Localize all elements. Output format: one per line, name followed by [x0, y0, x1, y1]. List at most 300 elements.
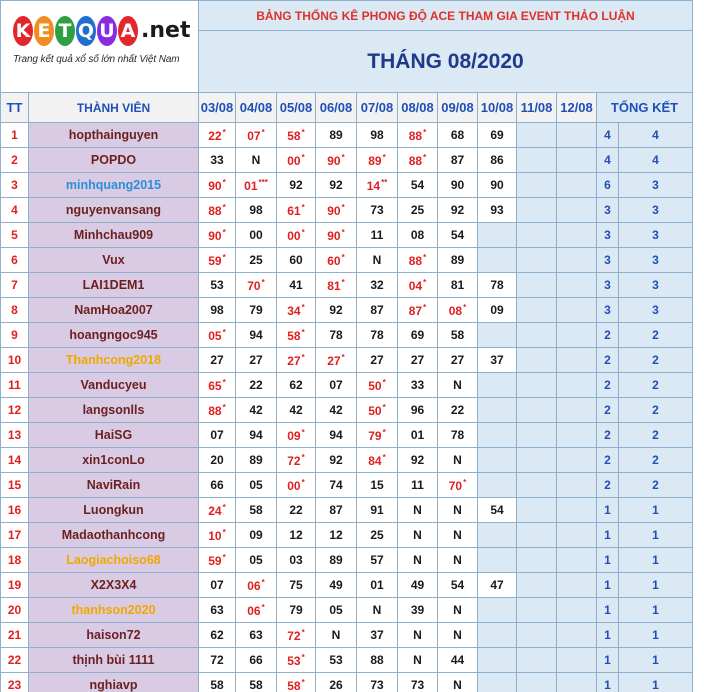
- hit-star-marker: *: [222, 402, 226, 412]
- result-number: 58: [249, 503, 263, 517]
- day-result-cell: [357, 373, 398, 398]
- day-result-cell: [438, 598, 478, 623]
- member-name[interactable]: thịnh bùi 1111: [29, 648, 199, 673]
- hit-star-marker: *: [382, 427, 386, 437]
- hit-star-marker: *: [301, 652, 305, 662]
- day-result-cell: [357, 323, 398, 348]
- total-days: 1: [619, 573, 693, 598]
- day-result-cell: [316, 598, 357, 623]
- member-name[interactable]: Thanhcong2018: [29, 348, 199, 373]
- total-days: 1: [619, 648, 693, 673]
- day-result-cell: [316, 198, 357, 223]
- member-name[interactable]: hoangngoc945: [29, 323, 199, 348]
- result-number: 92: [329, 178, 343, 192]
- day-result-cell: [438, 273, 478, 298]
- day-result-cell: [398, 173, 438, 198]
- row-index: 5: [1, 223, 29, 248]
- result-number: 27: [327, 353, 341, 368]
- day-result-cell: [438, 448, 478, 473]
- row-index: 8: [1, 298, 29, 323]
- member-name[interactable]: Luongkun: [29, 498, 199, 523]
- total-days: 3: [619, 298, 693, 323]
- result-number: 50: [368, 378, 382, 393]
- month-title: THÁNG 08/2020: [199, 31, 693, 93]
- day-result-cell: [316, 248, 357, 273]
- result-number: 79: [289, 603, 303, 617]
- total-hits: 2: [597, 473, 619, 498]
- total-hits: 2: [597, 448, 619, 473]
- result-number: 81: [450, 278, 465, 292]
- day-result-cell: [438, 323, 478, 348]
- row-index: 19: [1, 573, 29, 598]
- total-hits: 1: [597, 498, 619, 523]
- day-result-cell: [517, 223, 557, 248]
- day-result-cell: [517, 373, 557, 398]
- result-number: N: [413, 653, 422, 667]
- hit-star-marker: *: [222, 502, 226, 512]
- logo-wordmark: [13, 16, 190, 46]
- member-name[interactable]: X2X3X4: [29, 573, 199, 598]
- day-result-cell: [438, 198, 478, 223]
- day-result-cell: [517, 248, 557, 273]
- day-result-cell: [438, 548, 478, 573]
- day-result-cell: [277, 673, 316, 692]
- result-number: 88: [370, 653, 384, 667]
- day-result-cell: [517, 498, 557, 523]
- day-result-cell: [438, 423, 478, 448]
- total-days: 3: [619, 273, 693, 298]
- day-result-cell: [236, 123, 277, 148]
- day-result-cell: [316, 273, 357, 298]
- result-number: 05: [249, 553, 263, 567]
- result-number: 66: [210, 478, 224, 492]
- ketqua-logo[interactable]: [1, 2, 197, 92]
- result-number: 87: [370, 303, 384, 317]
- day-result-cell: [357, 523, 398, 548]
- result-number: 24: [208, 503, 222, 518]
- col-header-date: 03/08: [199, 93, 236, 123]
- total-hits: 2: [597, 348, 619, 373]
- day-result-cell: [478, 548, 517, 573]
- hit-star-marker: *: [301, 127, 305, 137]
- day-result-cell: [357, 648, 398, 673]
- total-hits: 4: [597, 148, 619, 173]
- result-number: 92: [410, 453, 425, 467]
- col-header-stt: TT: [1, 93, 29, 123]
- day-result-cell: [478, 148, 517, 173]
- table-row: [1, 273, 693, 298]
- day-result-cell: [236, 498, 277, 523]
- table-row: [1, 398, 693, 423]
- table-row: [1, 298, 693, 323]
- result-number: 68: [450, 128, 465, 142]
- row-index: 17: [1, 523, 29, 548]
- total-days: 1: [619, 673, 693, 692]
- result-number: 89: [450, 253, 465, 267]
- total-days: 2: [619, 348, 693, 373]
- result-number: 11: [411, 478, 424, 492]
- table-row: [1, 598, 693, 623]
- day-result-cell: [517, 298, 557, 323]
- row-index: 23: [1, 673, 29, 692]
- day-result-cell: [199, 298, 236, 323]
- day-result-cell: [357, 598, 398, 623]
- day-result-cell: [398, 673, 438, 692]
- day-result-cell: [236, 423, 277, 448]
- day-result-cell: [236, 598, 277, 623]
- result-number: 58: [450, 328, 465, 342]
- day-result-cell: [277, 298, 316, 323]
- day-result-cell: [277, 323, 316, 348]
- total-days: 2: [619, 398, 693, 423]
- day-result-cell: [438, 248, 478, 273]
- hit-star-marker: *: [341, 202, 345, 212]
- day-result-cell: [478, 398, 517, 423]
- member-name[interactable]: langsonlls: [29, 398, 199, 423]
- row-index: 18: [1, 548, 29, 573]
- hit-star-marker: *: [423, 127, 427, 137]
- result-number: 90: [450, 178, 465, 192]
- result-number: 78: [370, 328, 384, 342]
- result-number: 88: [208, 203, 222, 218]
- day-result-cell: [557, 173, 597, 198]
- result-number: 73: [370, 678, 384, 692]
- day-result-cell: [438, 573, 478, 598]
- hit-star-marker: *: [222, 327, 226, 337]
- result-number: 92: [329, 303, 343, 317]
- member-name[interactable]: POPDO: [29, 148, 199, 173]
- day-result-cell: [557, 198, 597, 223]
- member-name[interactable]: Madaothanhcong: [29, 523, 199, 548]
- result-number: 60: [327, 253, 341, 268]
- row-index: 13: [1, 423, 29, 448]
- total-days: 1: [619, 623, 693, 648]
- day-result-cell: [517, 598, 557, 623]
- result-number: N: [453, 553, 462, 567]
- day-result-cell: [316, 448, 357, 473]
- result-number: 94: [249, 328, 263, 342]
- day-result-cell: [316, 623, 357, 648]
- result-number: 78: [490, 278, 504, 292]
- day-result-cell: [398, 148, 438, 173]
- result-number: 63: [210, 603, 224, 617]
- member-name[interactable]: Laogiachoiso68: [29, 548, 199, 573]
- result-number: 73: [410, 678, 425, 692]
- result-number: 53: [210, 278, 224, 292]
- result-number: 22: [208, 128, 222, 143]
- day-result-cell: [236, 323, 277, 348]
- day-result-cell: [478, 573, 517, 598]
- day-result-cell: [316, 398, 357, 423]
- member-name[interactable]: LAI1DEM1: [29, 273, 199, 298]
- result-number: 00: [287, 228, 301, 243]
- result-number: 07: [210, 578, 224, 592]
- result-number: 73: [370, 203, 384, 217]
- day-result-cell: [199, 323, 236, 348]
- hit-star-marker: *: [261, 127, 265, 137]
- day-result-cell: [316, 473, 357, 498]
- result-number: 92: [329, 453, 343, 467]
- result-number: N: [453, 378, 462, 392]
- table-row: [1, 448, 693, 473]
- hit-star-marker: *: [301, 352, 305, 362]
- day-result-cell: [357, 498, 398, 523]
- day-result-cell: [236, 448, 277, 473]
- day-result-cell: [316, 498, 357, 523]
- day-result-cell: [199, 573, 236, 598]
- day-result-cell: [438, 398, 478, 423]
- result-number: 90: [327, 228, 341, 243]
- member-name[interactable]: NaviRain: [29, 473, 199, 498]
- result-number: 86: [490, 153, 504, 167]
- day-result-cell: [236, 273, 277, 298]
- result-number: 98: [210, 303, 224, 317]
- day-result-cell: [199, 598, 236, 623]
- result-number: 62: [210, 628, 224, 642]
- col-header-date: 12/08: [557, 93, 597, 123]
- result-number: 47: [490, 578, 504, 592]
- result-number: 84: [368, 453, 382, 468]
- row-index: 7: [1, 273, 29, 298]
- day-result-cell: [478, 248, 517, 273]
- result-number: 10: [208, 528, 222, 543]
- day-result-cell: [277, 598, 316, 623]
- day-result-cell: [277, 273, 316, 298]
- result-number: 88: [408, 253, 423, 268]
- member-name[interactable]: nghiavp: [29, 673, 199, 692]
- member-name[interactable]: xin1conLo: [29, 448, 199, 473]
- day-result-cell: [438, 123, 478, 148]
- hit-star-marker: *: [301, 302, 305, 312]
- result-number: 01: [370, 578, 384, 592]
- total-hits: 3: [597, 198, 619, 223]
- day-result-cell: [357, 448, 398, 473]
- col-header-date: 06/08: [316, 93, 357, 123]
- table-row: [1, 198, 693, 223]
- result-number: N: [331, 628, 341, 642]
- result-number: 25: [370, 528, 384, 542]
- day-result-cell: [517, 473, 557, 498]
- result-number: 08: [448, 303, 463, 318]
- day-result-cell: [199, 273, 236, 298]
- result-number: 94: [329, 428, 343, 442]
- result-number: 12: [329, 528, 343, 542]
- day-result-cell: [517, 523, 557, 548]
- result-number: 12: [289, 528, 303, 542]
- day-result-cell: [199, 423, 236, 448]
- result-number: 88: [208, 403, 222, 418]
- result-number: 04: [408, 278, 423, 293]
- logo-letter: K: [13, 16, 33, 46]
- total-days: 4: [619, 123, 693, 148]
- day-result-cell: [357, 198, 398, 223]
- day-result-cell: [557, 223, 597, 248]
- day-result-cell: [277, 498, 316, 523]
- day-result-cell: [236, 573, 277, 598]
- day-result-cell: [557, 123, 597, 148]
- result-number: 34: [287, 303, 301, 318]
- row-index: 4: [1, 198, 29, 223]
- result-number: 01: [244, 178, 258, 193]
- member-name[interactable]: Vanducyeu: [29, 373, 199, 398]
- col-header-date: 10/08: [478, 93, 517, 123]
- result-number: 72: [287, 628, 301, 643]
- day-result-cell: [557, 348, 597, 373]
- day-result-cell: [236, 673, 277, 692]
- total-hits: 2: [597, 423, 619, 448]
- member-name[interactable]: thanhson2020: [29, 598, 199, 623]
- row-index: 22: [1, 648, 29, 673]
- result-number: 94: [249, 428, 263, 442]
- day-result-cell: [398, 323, 438, 348]
- table-row: [1, 573, 693, 598]
- result-number: 50: [368, 403, 382, 418]
- result-number: 90: [327, 203, 341, 218]
- result-number: 58: [287, 128, 301, 143]
- day-result-cell: [199, 498, 236, 523]
- day-result-cell: [357, 348, 398, 373]
- day-result-cell: [398, 423, 438, 448]
- hit-star-marker: *: [301, 227, 305, 237]
- day-result-cell: [236, 348, 277, 373]
- result-number: 65: [208, 378, 222, 393]
- result-number: 22: [249, 378, 263, 392]
- day-result-cell: [398, 498, 438, 523]
- member-name[interactable]: Minhchau909: [29, 223, 199, 248]
- result-number: 90: [208, 178, 222, 193]
- result-number: 05: [249, 478, 263, 492]
- total-days: 1: [619, 548, 693, 573]
- day-result-cell: [517, 173, 557, 198]
- day-result-cell: [236, 398, 277, 423]
- day-result-cell: [316, 523, 357, 548]
- total-days: 1: [619, 523, 693, 548]
- day-result-cell: [517, 648, 557, 673]
- result-number: 79: [249, 303, 263, 317]
- result-number: 87: [408, 303, 423, 318]
- day-result-cell: [199, 473, 236, 498]
- result-number: 09: [249, 528, 263, 542]
- day-result-cell: [316, 348, 357, 373]
- day-result-cell: [236, 298, 277, 323]
- day-result-cell: [236, 648, 277, 673]
- result-number: 58: [249, 678, 263, 692]
- result-number: N: [413, 503, 422, 517]
- member-name[interactable]: hopthainguyen: [29, 123, 199, 148]
- result-number: 58: [210, 678, 224, 692]
- result-number: 70: [247, 278, 261, 293]
- member-name[interactable]: Vux: [29, 248, 199, 273]
- day-result-cell: [236, 148, 277, 173]
- table-row: [1, 523, 693, 548]
- day-result-cell: [478, 223, 517, 248]
- result-number: 59: [208, 553, 222, 568]
- hit-star-marker: *: [301, 427, 305, 437]
- table-row: [1, 373, 693, 398]
- logo-letter: Q: [76, 16, 96, 46]
- member-name[interactable]: HaiSG: [29, 423, 199, 448]
- day-result-cell: [438, 148, 478, 173]
- result-number: 59: [208, 253, 222, 268]
- day-result-cell: [357, 148, 398, 173]
- day-result-cell: [517, 448, 557, 473]
- result-number: 42: [329, 403, 343, 417]
- day-result-cell: [277, 473, 316, 498]
- result-number: 25: [249, 253, 263, 267]
- result-number: 66: [249, 653, 263, 667]
- col-header-date: 09/08: [438, 93, 478, 123]
- day-result-cell: [199, 673, 236, 692]
- result-number: 72: [210, 653, 224, 667]
- result-number: 62: [289, 378, 303, 392]
- hit-star-marker: *: [301, 327, 305, 337]
- result-number: 89: [329, 553, 343, 567]
- day-result-cell: [316, 548, 357, 573]
- day-result-cell: [199, 448, 236, 473]
- logo-tagline: Trang kết quả xổ số lớn nhất Việt Nam: [13, 53, 180, 65]
- total-hits: 3: [597, 298, 619, 323]
- day-result-cell: [517, 123, 557, 148]
- day-result-cell: [199, 398, 236, 423]
- day-result-cell: [478, 173, 517, 198]
- result-number: 61: [287, 203, 301, 218]
- result-number: 81: [327, 278, 341, 293]
- result-number: 07: [247, 128, 261, 143]
- banner-title: BẢNG THỐNG KÊ PHONG ĐỘ ACE THAM GIA EVENT THẢO LUẬN: [199, 1, 693, 31]
- day-result-cell: [478, 198, 517, 223]
- day-result-cell: [517, 198, 557, 223]
- day-result-cell: [557, 248, 597, 273]
- day-result-cell: [557, 623, 597, 648]
- result-number: 72: [287, 453, 301, 468]
- row-index: 1: [1, 123, 29, 148]
- col-header-date: 08/08: [398, 93, 438, 123]
- result-number: 98: [370, 128, 384, 142]
- day-result-cell: [236, 623, 277, 648]
- member-name[interactable]: minhquang2015: [29, 173, 199, 198]
- result-number: 90: [208, 228, 222, 243]
- result-number: 70: [448, 478, 463, 493]
- result-number: 03: [289, 553, 303, 567]
- day-result-cell: [478, 348, 517, 373]
- result-number: 63: [249, 628, 263, 642]
- day-result-cell: [357, 223, 398, 248]
- hit-star-marker: *: [463, 477, 467, 487]
- member-name[interactable]: nguyenvansang: [29, 198, 199, 223]
- member-name[interactable]: haison72: [29, 623, 199, 648]
- result-number: 92: [450, 203, 465, 217]
- day-result-cell: [277, 623, 316, 648]
- hit-star-marker: *: [382, 152, 386, 162]
- result-number: N: [413, 528, 422, 542]
- day-result-cell: [557, 373, 597, 398]
- hit-star-marker: *: [261, 577, 265, 587]
- day-result-cell: [199, 198, 236, 223]
- result-number: 98: [249, 203, 263, 217]
- day-result-cell: [277, 548, 316, 573]
- result-number: 41: [289, 278, 303, 292]
- hit-star-marker: *: [341, 277, 345, 287]
- day-result-cell: [398, 248, 438, 273]
- day-result-cell: [277, 198, 316, 223]
- member-name[interactable]: NamHoa2007: [29, 298, 199, 323]
- result-number: 42: [249, 403, 263, 417]
- day-result-cell: [357, 423, 398, 448]
- total-hits: 1: [597, 573, 619, 598]
- total-hits: 3: [597, 248, 619, 273]
- result-number: 27: [287, 353, 301, 368]
- day-result-cell: [517, 573, 557, 598]
